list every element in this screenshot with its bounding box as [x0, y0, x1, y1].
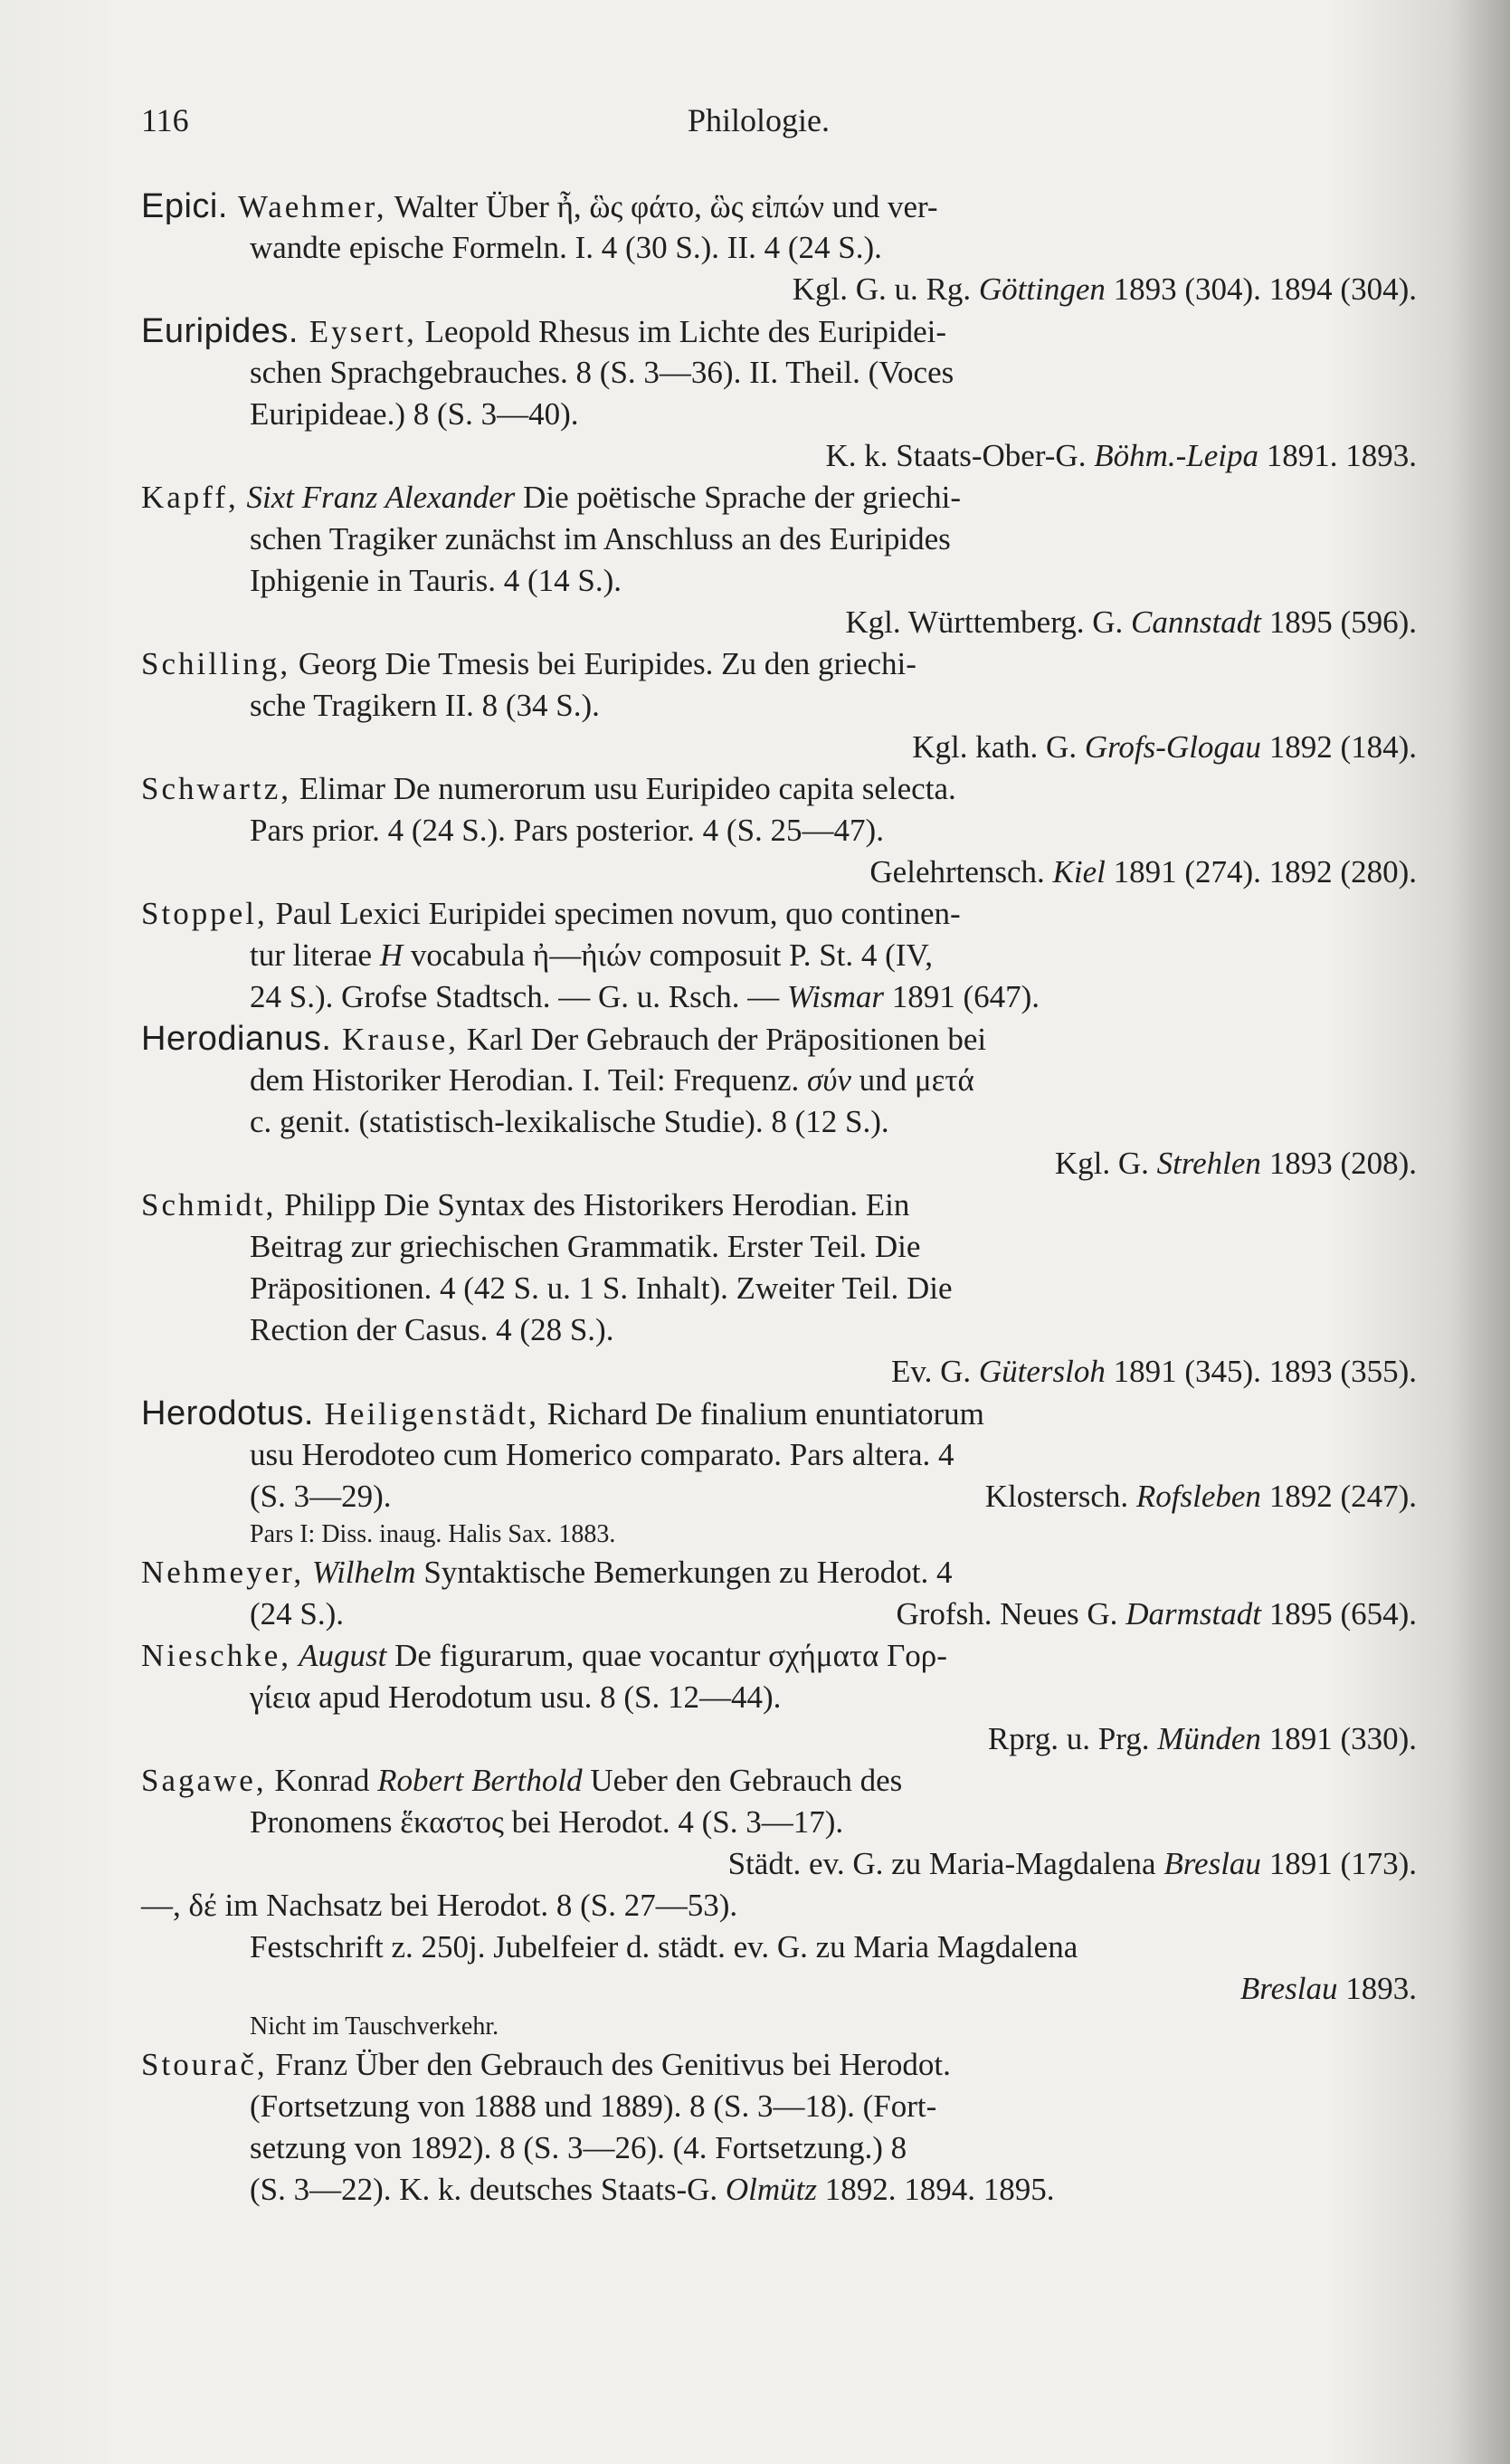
entry-line	[141, 1718, 1417, 1760]
author-name: Heiligenstädt,	[313, 1396, 540, 1432]
entry-line	[141, 310, 1417, 352]
entry-text: 1892 (184).	[1260, 729, 1417, 765]
entry-text: schen Tragiker zunächst im Anschluss an des Euripides	[250, 521, 951, 557]
place-name: Gütersloh	[978, 1354, 1106, 1389]
entry-line	[141, 893, 1417, 935]
place-name: Cannstadt	[1131, 604, 1261, 640]
entry-text: Rection der Casus. 4 (28 S.).	[250, 1312, 614, 1347]
entry-text: 1892. 1894. 1895.	[817, 2172, 1055, 2207]
entry-text: Ueber den Gebrauch des	[582, 1763, 903, 1798]
place-name: Göttingen	[978, 271, 1106, 307]
place-name: Böhm.-Leipa	[1094, 438, 1258, 473]
entry-line	[141, 935, 1417, 976]
author-name: Krause,	[331, 1022, 460, 1057]
author-name: Schmidt,	[141, 1187, 277, 1222]
entry-text: 24 S.). Grofse Stadtsch. — G. u. Rsch. —	[250, 979, 787, 1014]
entry-text: Georg Die Tmesis bei Euripides. Zu den griechi-	[290, 646, 916, 681]
entry-text: dem Historiker Herodian. I. Teil: Frequenz.	[250, 1062, 808, 1098]
entry-line	[141, 352, 1417, 394]
entry-text: Philipp Die Syntax des Historikers Herodian. Ein	[276, 1187, 910, 1222]
entry-text: Franz Über den Gebrauch des Genitivus bei Herodot.	[267, 2047, 951, 2082]
place-name: σύν	[807, 1062, 851, 1098]
entry-text: Grofsh. Neues G.	[896, 1596, 1126, 1632]
entry-line	[141, 1351, 1417, 1393]
entry-line	[141, 976, 1417, 1018]
place-name: Münden	[1157, 1721, 1261, 1756]
place-name: Wismar	[787, 979, 884, 1014]
entry-line	[141, 1434, 1417, 1476]
entry-text: 1892 (247).	[1260, 1479, 1417, 1514]
section-heading: Herodianus.	[141, 1020, 332, 1058]
entry-line	[141, 1677, 1417, 1718]
place-name: Strehlen	[1156, 1146, 1261, 1181]
entry-text: Kgl. G. u. Rg.	[792, 271, 979, 307]
entry-line	[141, 560, 1417, 602]
entry-line	[141, 602, 1417, 643]
entry-text: Klostersch.	[984, 1479, 1136, 1514]
entry-line	[141, 1476, 1417, 1517]
entry-line	[141, 810, 1417, 851]
entry-text: Kgl. kath. G.	[912, 729, 1085, 765]
entry-text: c. genit. (statistisch-lexikalische Studie). 8 (12 S.).	[250, 1104, 889, 1139]
entry-text: Die poëtische Sprache der griechi-	[515, 480, 962, 515]
entry-line	[141, 1968, 1417, 2010]
entry-line	[141, 1060, 1417, 1101]
place-name: Darmstadt	[1125, 1596, 1261, 1632]
entry-text: Kgl. G.	[1054, 1146, 1157, 1181]
entry-text: Paul Lexici Euripidei specimen novum, quo continen-	[267, 896, 961, 931]
entry-text: Elimar De numerorum usu Euripideo capita selecta.	[290, 771, 956, 806]
entry-text: wandte epische Formeln. I. 4 (30 S.). II. 4 (24 S.).	[250, 230, 882, 265]
entry-text: (S. 3—29).	[250, 1479, 392, 1514]
institution	[896, 1594, 1417, 1635]
entry-line	[141, 727, 1417, 768]
entry-text: 1893 (208).	[1260, 1146, 1417, 1181]
entry-text: 1891 (330).	[1260, 1721, 1417, 1756]
note-text: Nicht im Tauschverkehr.	[250, 2012, 499, 2041]
entry-line	[141, 1552, 1417, 1594]
entry-text: Euripideae.) 8 (S. 3—40).	[250, 396, 579, 432]
place-name: Rofsleben	[1135, 1479, 1261, 1514]
entry-text: Beitrag zur griechischen Grammatik. Erster Teil. Die	[250, 1229, 921, 1264]
entry-text: und μετά	[850, 1062, 974, 1098]
entry-line	[141, 1143, 1417, 1184]
entry-line	[141, 1517, 1417, 1552]
entry-line	[141, 435, 1417, 477]
entry-line	[141, 685, 1417, 727]
place-name: Grofs-Glogau	[1084, 729, 1261, 765]
entry-text: Präpositionen. 4 (42 S. u. 1 S. Inhalt). Zweiter Teil. Die	[250, 1270, 953, 1306]
entry-text: Iphigenie in Tauris. 4 (14 S.).	[250, 563, 622, 598]
entry-line	[141, 2044, 1417, 2086]
author-forename: Sixt Franz Alexander	[238, 480, 516, 515]
author-name: Waehmer,	[227, 189, 387, 224]
entry-text: Pronomens ἕκαστος bei Herodot. 4 (S. 3—17).	[250, 1804, 844, 1840]
place-name: Robert Berthold	[377, 1763, 583, 1798]
entry-text: vocabula ἠ—ἠιών composuit P. St. 4 (IV,	[403, 937, 933, 973]
entry-line	[141, 1226, 1417, 1268]
author-name: Nieschke,	[141, 1638, 291, 1673]
entry-text: —, δέ im Nachsatz bei Herodot. 8 (S. 27—53).	[141, 1888, 738, 1923]
entry-line	[141, 394, 1417, 435]
entry-line	[141, 1926, 1417, 1968]
entry-text: 1895 (596).	[1260, 604, 1417, 640]
author-name: Sagawe,	[141, 1763, 267, 1798]
page-header	[141, 101, 1408, 156]
author-name: Kapff,	[141, 480, 239, 515]
section-heading: Epici.	[141, 187, 228, 225]
entry-text: Pars prior. 4 (24 S.). Pars posterior. 4 (S. 25—47).	[250, 813, 884, 848]
author-name: Schwartz,	[141, 771, 291, 806]
entry-text: K. k. Staats-Ober-G.	[825, 438, 1095, 473]
entry-line	[141, 518, 1417, 560]
entry-text: 1891 (647).	[883, 979, 1040, 1014]
entry-text: De figurarum, quae vocantur σχήματα Γορ-	[386, 1638, 947, 1673]
place-name: Olmütz	[725, 2172, 818, 2207]
author-forename: August	[290, 1638, 387, 1673]
entry-line	[141, 1885, 1417, 1926]
page-title: Philologie.	[688, 102, 831, 138]
entry-text: Gelehrtensch.	[869, 854, 1053, 890]
section-heading: Euripides.	[141, 312, 299, 350]
entry-line	[141, 1393, 1417, 1434]
author-name: Schilling,	[141, 646, 291, 681]
entry-text: usu Herodoteo cum Homerico comparato. Pars altera. 4	[250, 1437, 954, 1472]
place-name: H	[379, 937, 404, 973]
entry-line	[141, 1184, 1417, 1226]
entry-text: 1891 (274). 1892 (280).	[1105, 854, 1417, 890]
entry-text: Syntaktische Bemerkungen zu Herodot. 4	[415, 1555, 953, 1590]
entry-text: 1891 (173).	[1260, 1846, 1417, 1881]
entry-line	[141, 1101, 1417, 1143]
place-name: Breslau	[1163, 1846, 1261, 1881]
entry-text: Konrad	[266, 1763, 378, 1798]
entry-text: Karl Der Gebrauch der Präpositionen bei	[459, 1022, 987, 1057]
author-name: Eysert,	[298, 314, 417, 349]
entry-text: Städt. ev. G. zu Maria-Magdalena	[727, 1846, 1164, 1881]
entry-text: (Fortsetzung von 1888 und 1889). 8 (S. 3—18). (Fort-	[250, 2088, 937, 2124]
entry-text: (24 S.).	[250, 1596, 345, 1632]
note-text: Pars I: Diss. inaug. Halis Sax. 1883.	[250, 1520, 616, 1548]
entry-text: (S. 3—22). K. k. deutsches Staats-G.	[250, 2172, 726, 2207]
entry-line	[141, 2169, 1417, 2211]
entry-text: 1893 (304). 1894 (304).	[1105, 271, 1417, 307]
entry-text: γίεια apud Herodotum usu. 8 (S. 12—44).	[250, 1679, 782, 1715]
entry-text: Festschrift z. 250j. Jubelfeier d. städt. ev. G. zu Maria Magdalena	[250, 1929, 1078, 1965]
entry-line	[141, 2127, 1417, 2169]
entry-line	[141, 1843, 1417, 1885]
bibliography-list	[141, 186, 1417, 2211]
page-number: 116	[141, 102, 189, 138]
entry-text: Leopold Rhesus im Lichte des Euripidei-	[416, 314, 947, 349]
entry-text: 1891 (345). 1893 (355).	[1105, 1354, 1417, 1389]
author-forename: Wilhelm	[304, 1555, 416, 1590]
entry-line	[141, 1594, 1417, 1635]
place-name: Kiel	[1052, 854, 1106, 890]
entry-line	[141, 2086, 1417, 2127]
entry-line	[141, 1760, 1417, 1802]
section-heading: Herodotus.	[141, 1394, 314, 1432]
entry-line	[141, 1309, 1417, 1351]
entry-text: Rprg. u. Prg.	[987, 1721, 1158, 1756]
entry-line	[141, 768, 1417, 810]
entry-text: sche Tragikern II. 8 (34 S.).	[250, 688, 600, 723]
entry-line	[141, 1802, 1417, 1843]
institution	[985, 1476, 1417, 1517]
author-name: Stourač,	[141, 2047, 268, 2082]
entry-line	[141, 227, 1417, 269]
entry-text: 1895 (654).	[1260, 1596, 1417, 1632]
entry-text: setzung von 1892). 8 (S. 3—26). (4. Fortsetzung.) 8	[250, 2130, 907, 2165]
entry-line	[141, 643, 1417, 685]
author-name: Nehmeyer,	[141, 1555, 305, 1590]
author-name: Stoppel,	[141, 896, 268, 931]
entry-text: tur literae	[250, 937, 380, 973]
entry-line	[141, 477, 1417, 518]
entry-text: Ev. G.	[890, 1354, 979, 1389]
entry-text: Kgl. Württemberg. G.	[845, 604, 1132, 640]
entry-line	[141, 851, 1417, 893]
place-name: Breslau	[1239, 1971, 1338, 2006]
entry-text: schen Sprachgebrauches. 8 (S. 3—36). II. Theil. (Voces	[250, 355, 954, 390]
entry-text: Walter Über ἦ, ὣς φάτο, ὣς εἰπών und ver-	[386, 189, 938, 224]
entry-text: Richard De finalium enuntiatorum	[539, 1396, 984, 1432]
entry-line	[141, 269, 1417, 310]
entry-line	[141, 1268, 1417, 1309]
entry-text: 1891. 1893.	[1258, 438, 1417, 473]
entry-line	[141, 2010, 1417, 2044]
entry-line	[141, 1018, 1417, 1060]
entry-text: 1893.	[1337, 1971, 1417, 2006]
entry-line	[141, 1635, 1417, 1677]
entry-line	[141, 186, 1417, 227]
